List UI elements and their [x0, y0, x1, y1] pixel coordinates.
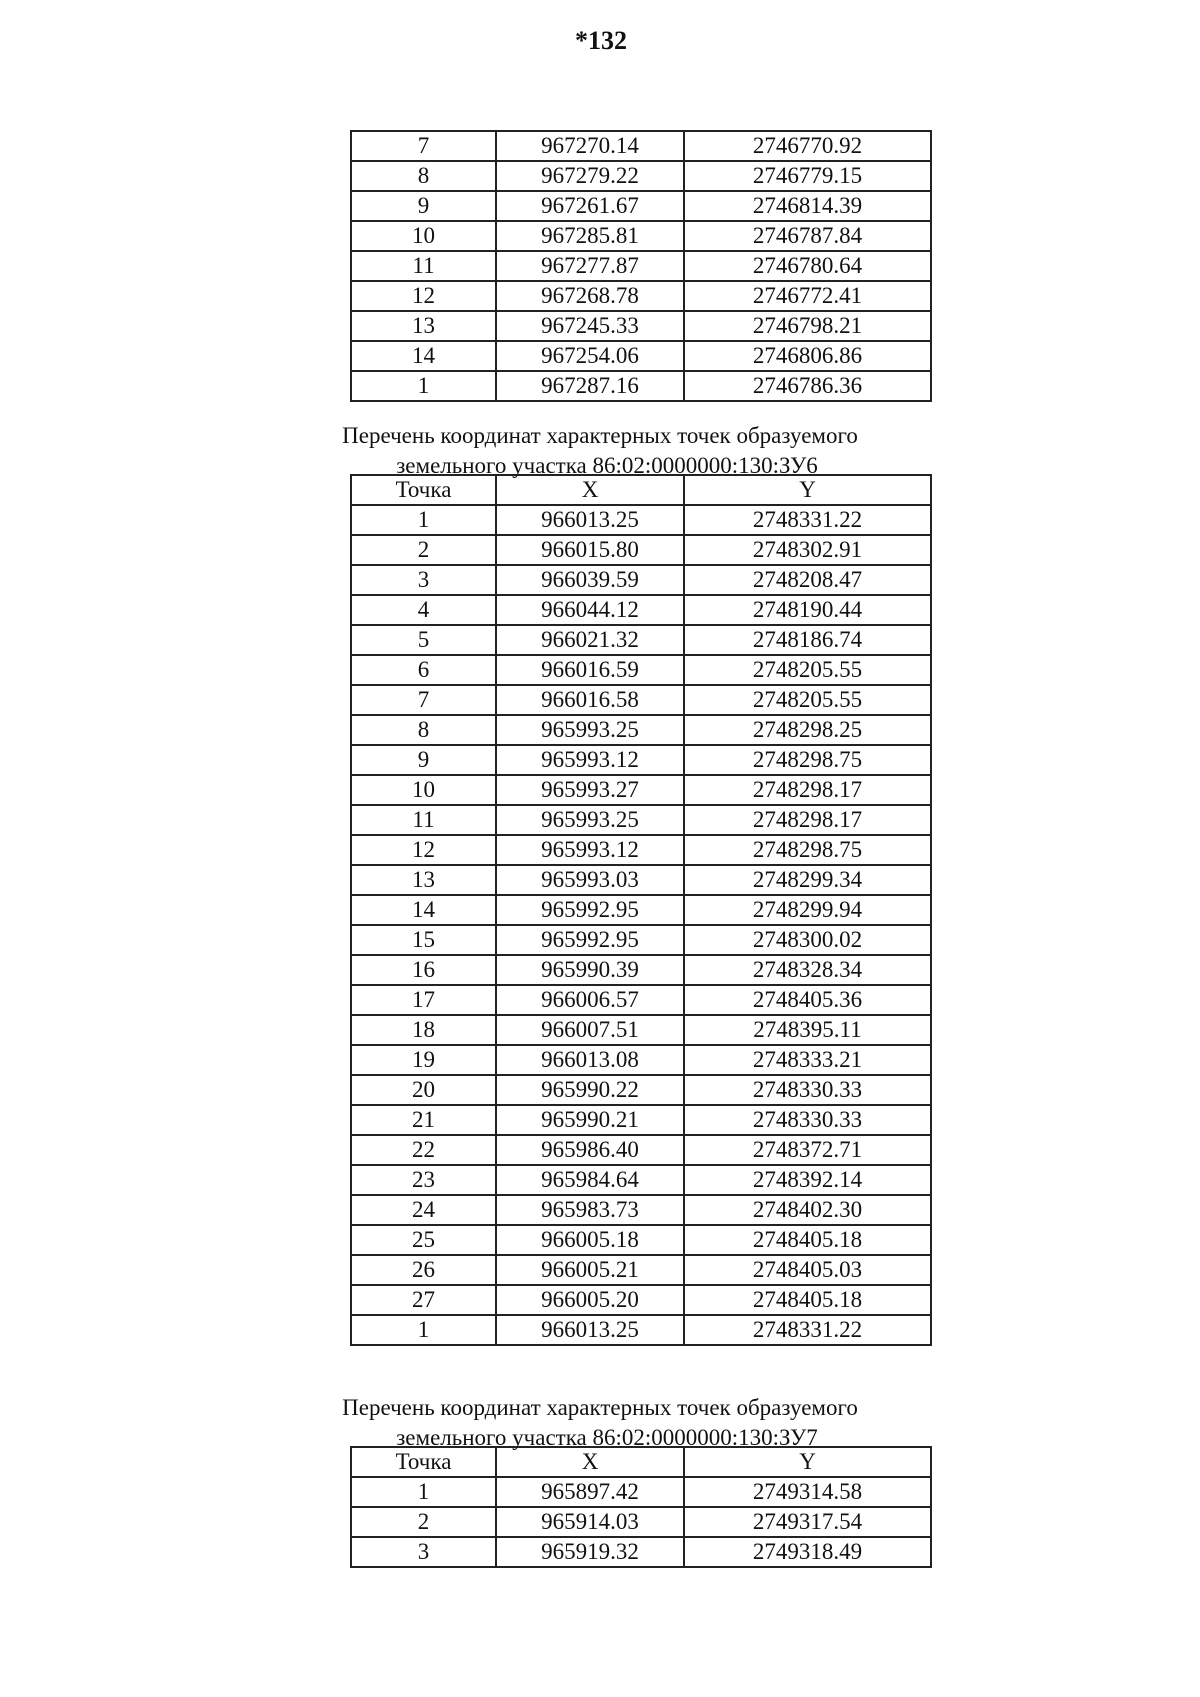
header-y: Y: [684, 475, 931, 505]
cell-point: 11: [351, 251, 496, 281]
cell-y: 2746798.21: [684, 311, 931, 341]
cell-point: 9: [351, 745, 496, 775]
caption-line: Перечень координат характерных точек образуемого: [342, 423, 858, 448]
coordinates-table-continued: [350, 130, 932, 402]
cell-y: 2748395.11: [684, 1015, 931, 1045]
table-row: [351, 1507, 931, 1537]
cell-point: 8: [351, 161, 496, 191]
cell-point: 26: [351, 1255, 496, 1285]
table-row: [351, 865, 931, 895]
cell-x: 965897.42: [496, 1477, 684, 1507]
table-row: [351, 281, 931, 311]
cell-y: 2748298.75: [684, 835, 931, 865]
cell-point: 18: [351, 1015, 496, 1045]
cell-point: 7: [351, 131, 496, 161]
cell-y: 2746770.92: [684, 131, 931, 161]
cell-y: 2748328.34: [684, 955, 931, 985]
cell-x: 965986.40: [496, 1135, 684, 1165]
cell-x: 967287.16: [496, 371, 684, 401]
cell-y: 2748405.36: [684, 985, 931, 1015]
cell-y: 2746814.39: [684, 191, 931, 221]
coordinates-table-zu7: [350, 1446, 932, 1568]
cell-y: 2748333.21: [684, 1045, 931, 1075]
cell-x: 965990.39: [496, 955, 684, 985]
table-row: [351, 131, 931, 161]
cell-y: 2748205.55: [684, 655, 931, 685]
cell-y: 2748330.33: [684, 1075, 931, 1105]
table-row: [351, 685, 931, 715]
cell-point: 27: [351, 1285, 496, 1315]
cell-point: 19: [351, 1045, 496, 1075]
cell-x: 965993.27: [496, 775, 684, 805]
table-row: [351, 221, 931, 251]
cell-y: 2748331.22: [684, 505, 931, 535]
table-row: [351, 1075, 931, 1105]
cell-y: 2748186.74: [684, 625, 931, 655]
cell-y: 2746780.64: [684, 251, 931, 281]
cell-x: 966021.32: [496, 625, 684, 655]
cell-point: 6: [351, 655, 496, 685]
cell-x: 965993.25: [496, 805, 684, 835]
cell-point: 7: [351, 685, 496, 715]
cell-point: 16: [351, 955, 496, 985]
table-row: [351, 595, 931, 625]
cell-point: 1: [351, 505, 496, 535]
cell-x: 965914.03: [496, 1507, 684, 1537]
cell-x: 965993.25: [496, 715, 684, 745]
table-header-row: [351, 1447, 931, 1477]
table-row: [351, 1135, 931, 1165]
cell-point: 22: [351, 1135, 496, 1165]
cell-point: 15: [351, 925, 496, 955]
table-row: [351, 625, 931, 655]
table-row: [351, 745, 931, 775]
cell-point: 13: [351, 311, 496, 341]
cell-x: 966039.59: [496, 565, 684, 595]
table-row: [351, 535, 931, 565]
cell-y: 2749317.54: [684, 1507, 931, 1537]
table-row: [351, 1165, 931, 1195]
cell-y: 2746786.36: [684, 371, 931, 401]
cell-y: 2748405.18: [684, 1285, 931, 1315]
table-row: [351, 715, 931, 745]
cell-point: 17: [351, 985, 496, 1015]
cell-x: 965919.32: [496, 1537, 684, 1567]
cell-y: 2748298.17: [684, 775, 931, 805]
cell-y: 2748298.75: [684, 745, 931, 775]
cell-y: 2748402.30: [684, 1195, 931, 1225]
cell-x: 967245.33: [496, 311, 684, 341]
table-row: [351, 191, 931, 221]
cell-point: 10: [351, 775, 496, 805]
cell-x: 966013.25: [496, 1315, 684, 1345]
table-row: [351, 655, 931, 685]
cell-x: 966005.20: [496, 1285, 684, 1315]
cell-x: 967279.22: [496, 161, 684, 191]
caption-line: земельного участка 86:02:0000000:130:ЗУ7: [396, 1425, 818, 1450]
page-number: *132: [575, 26, 627, 55]
table-row: [351, 311, 931, 341]
coordinates-table-zu6: [350, 474, 932, 1346]
cell-x: 966005.18: [496, 1225, 684, 1255]
cell-point: 13: [351, 865, 496, 895]
cell-point: 23: [351, 1165, 496, 1195]
cell-x: 966013.25: [496, 505, 684, 535]
table-row: [351, 1225, 931, 1255]
cell-y: 2746806.86: [684, 341, 931, 371]
cell-point: 4: [351, 595, 496, 625]
cell-point: 2: [351, 535, 496, 565]
header-x: X: [496, 1447, 684, 1477]
cell-point: 11: [351, 805, 496, 835]
table-row: [351, 805, 931, 835]
cell-point: 12: [351, 281, 496, 311]
cell-point: 1: [351, 1315, 496, 1345]
table-row: [351, 775, 931, 805]
table-row: [351, 565, 931, 595]
cell-y: 2748190.44: [684, 595, 931, 625]
cell-point: 1: [351, 1477, 496, 1507]
cell-x: 966006.57: [496, 985, 684, 1015]
table-row: [351, 1477, 931, 1507]
cell-x: 965990.21: [496, 1105, 684, 1135]
table-row: [351, 925, 931, 955]
cell-point: 5: [351, 625, 496, 655]
table-caption-zu7: [280, 1393, 920, 1453]
table-row: [351, 1105, 931, 1135]
table-row: [351, 985, 931, 1015]
cell-point: 25: [351, 1225, 496, 1255]
cell-y: 2748205.55: [684, 685, 931, 715]
cell-y: 2748405.03: [684, 1255, 931, 1285]
cell-x: 966013.08: [496, 1045, 684, 1075]
cell-point: 9: [351, 191, 496, 221]
cell-y: 2749314.58: [684, 1477, 931, 1507]
cell-point: 2: [351, 1507, 496, 1537]
cell-x: 965993.12: [496, 835, 684, 865]
cell-y: 2748372.71: [684, 1135, 931, 1165]
cell-x: 967254.06: [496, 341, 684, 371]
cell-point: 20: [351, 1075, 496, 1105]
cell-y: 2748302.91: [684, 535, 931, 565]
table-row: [351, 1045, 931, 1075]
cell-x: 967261.67: [496, 191, 684, 221]
cell-point: 12: [351, 835, 496, 865]
cell-point: 24: [351, 1195, 496, 1225]
table-body: [351, 1477, 931, 1567]
cell-x: 967270.14: [496, 131, 684, 161]
table-row: [351, 161, 931, 191]
cell-x: 965990.22: [496, 1075, 684, 1105]
cell-y: 2748208.47: [684, 565, 931, 595]
cell-y: 2748300.02: [684, 925, 931, 955]
cell-point: 10: [351, 221, 496, 251]
table-row: [351, 251, 931, 281]
cell-y: 2748298.25: [684, 715, 931, 745]
cell-x: 967268.78: [496, 281, 684, 311]
cell-x: 966044.12: [496, 595, 684, 625]
cell-point: 3: [351, 1537, 496, 1567]
table-row: [351, 1015, 931, 1045]
header-y: Y: [684, 1447, 931, 1477]
cell-x: 965993.03: [496, 865, 684, 895]
cell-point: 14: [351, 341, 496, 371]
table-header-row: [351, 475, 931, 505]
cell-y: 2748405.18: [684, 1225, 931, 1255]
table-body: [351, 505, 931, 1345]
cell-y: 2746772.41: [684, 281, 931, 311]
cell-point: 1: [351, 371, 496, 401]
cell-point: 21: [351, 1105, 496, 1135]
cell-y: 2746787.84: [684, 221, 931, 251]
table-body: [351, 131, 931, 401]
cell-y: 2748299.94: [684, 895, 931, 925]
cell-x: 965983.73: [496, 1195, 684, 1225]
cell-y: 2748392.14: [684, 1165, 931, 1195]
cell-x: 965992.95: [496, 895, 684, 925]
table-row: [351, 1537, 931, 1567]
header-x: X: [496, 475, 684, 505]
cell-y: 2748331.22: [684, 1315, 931, 1345]
cell-x: 965984.64: [496, 1165, 684, 1195]
cell-point: 3: [351, 565, 496, 595]
caption-line: Перечень координат характерных точек образуемого: [342, 1395, 858, 1420]
cell-y: 2748299.34: [684, 865, 931, 895]
cell-x: 965992.95: [496, 925, 684, 955]
cell-x: 967285.81: [496, 221, 684, 251]
header-point: Точка: [351, 475, 496, 505]
cell-x: 966007.51: [496, 1015, 684, 1045]
cell-point: 14: [351, 895, 496, 925]
cell-y: 2748330.33: [684, 1105, 931, 1135]
table-row: [351, 835, 931, 865]
table-row: [351, 371, 931, 401]
table-row: [351, 895, 931, 925]
cell-x: 966016.58: [496, 685, 684, 715]
cell-x: 966005.21: [496, 1255, 684, 1285]
table-row: [351, 1285, 931, 1315]
cell-x: 966016.59: [496, 655, 684, 685]
cell-x: 967277.87: [496, 251, 684, 281]
caption-line: земельного участка 86:02:0000000:130:ЗУ6: [396, 453, 818, 478]
cell-y: 2748298.17: [684, 805, 931, 835]
header-point: Точка: [351, 1447, 496, 1477]
table-row: [351, 955, 931, 985]
table-row: [351, 341, 931, 371]
cell-point: 8: [351, 715, 496, 745]
cell-x: 966015.80: [496, 535, 684, 565]
cell-y: 2749318.49: [684, 1537, 931, 1567]
table-row: [351, 1255, 931, 1285]
table-caption-zu6: [280, 421, 920, 481]
table-row: [351, 505, 931, 535]
cell-y: 2746779.15: [684, 161, 931, 191]
cell-x: 965993.12: [496, 745, 684, 775]
table-row: [351, 1195, 931, 1225]
table-row: [351, 1315, 931, 1345]
